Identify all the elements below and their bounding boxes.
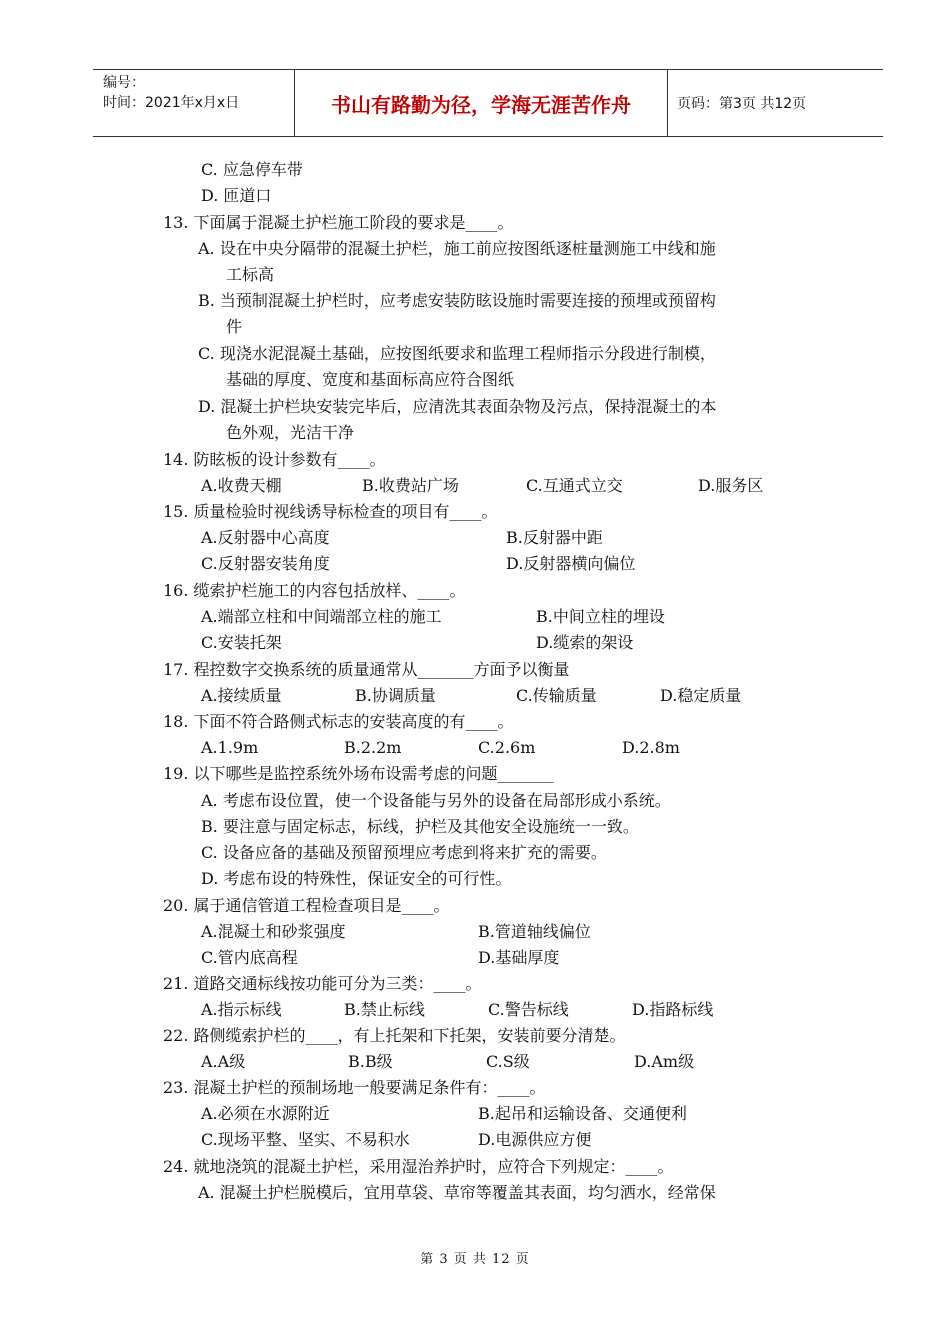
option-line: C. 现浇水泥混凝土基础，应按图纸要求和监理工程师指示分段进行制模，	[198, 344, 716, 363]
question-19: 19. 以下哪些是监控系统外场布设需考虑的问题_______	[163, 764, 554, 783]
question-23: 23. 混凝土护栏的预制场地一般要满足条件有：____。	[163, 1078, 546, 1097]
question-16: 16. 缆索护栏施工的内容包括放样、____。	[163, 581, 466, 600]
option: A.A级	[201, 1052, 246, 1071]
option: A.1.9m	[201, 738, 259, 757]
option: A.反射器中心高度	[201, 528, 330, 547]
option: D.基础厚度	[478, 948, 560, 967]
option: A.端部立柱和中间端部立柱的施工	[201, 607, 442, 626]
option: C.传输质量	[516, 686, 597, 705]
options-row	[0, 606, 950, 628]
time-label: 时间：2021年x月x日	[103, 95, 240, 111]
header-divider	[667, 70, 668, 136]
option-line: D. 匝道口	[201, 186, 272, 205]
option: B.起吊和运输设备、交通便利	[478, 1104, 687, 1123]
option: C.S级	[486, 1052, 530, 1071]
option: B.协调质量	[355, 686, 436, 705]
options-row	[0, 632, 950, 654]
options-row	[0, 475, 950, 497]
header-page-number: 页码：第3页 共12页	[677, 96, 807, 112]
option: A.收费天棚	[201, 476, 282, 495]
header-motto: 书山有路勤为径，学海无涯苦作舟	[331, 92, 631, 117]
option: C.现场平整、坚实、不易积水	[201, 1130, 410, 1149]
options-row	[0, 921, 950, 943]
option: D.指路标线	[632, 1000, 714, 1019]
option-line: B. 要注意与固定标志，标线，护栏及其他安全设施统一一致。	[201, 817, 639, 836]
option-line: A. 混凝土护栏脱模后，宜用草袋、草帘等覆盖其表面，均匀洒水，经常保	[198, 1183, 716, 1202]
option: C.警告标线	[488, 1000, 569, 1019]
options-row	[0, 1051, 950, 1073]
option-continuation: 件	[226, 317, 243, 336]
options-row	[0, 1129, 950, 1151]
question-13: 13. 下面属于混凝土护栏施工阶段的要求是____。	[163, 213, 514, 232]
option: D.缆索的架设	[536, 633, 634, 652]
option-line: C. 设备应备的基础及预留预埋应考虑到将来扩充的需要。	[201, 843, 607, 862]
question-20: 20. 属于通信管道工程检查项目是____。	[163, 896, 450, 915]
option: C.反射器安装角度	[201, 554, 330, 573]
option: B.B级	[348, 1052, 393, 1071]
question-21: 21. 道路交通标线按功能可分为三类：____。	[163, 974, 482, 993]
question-14: 14. 防眩板的设计参数有____。	[163, 450, 386, 469]
option: C.安装托架	[201, 633, 282, 652]
option: D.电源供应方便	[478, 1130, 592, 1149]
option-continuation: 基础的厚度、宽度和基面标高应符合图纸	[226, 370, 515, 389]
option-line: B. 当预制混凝土护栏时，应考虑安装防眩设施时需要连接的预埋或预留构	[198, 291, 716, 310]
option: B.收费站广场	[362, 476, 459, 495]
option-line: D. 混凝土护栏块安装完毕后，应清洗其表面杂物及污点，保持混凝土的本	[198, 397, 717, 416]
options-row	[0, 737, 950, 759]
question-15: 15. 质量检验时视线诱导标检查的项目有____。	[163, 502, 498, 521]
options-row	[0, 553, 950, 575]
page-header	[93, 69, 883, 137]
option: A.混凝土和砂浆强度	[201, 922, 346, 941]
option-line: A. 设在中央分隔带的混凝土护栏，施工前应按图纸逐桩量测施工中线和施	[198, 239, 716, 258]
serial-label: 编号：	[103, 75, 145, 91]
option: B.管道轴线偏位	[478, 922, 591, 941]
question-22: 22. 路侧缆索护栏的____，有上托架和下托架，安装前要分清楚。	[163, 1026, 626, 1045]
option-continuation: 色外观，光洁干净	[226, 423, 355, 442]
option-line: C. 应急停车带	[201, 160, 303, 179]
question-17: 17. 程控数字交换系统的质量通常从_______方面予以衡量	[163, 660, 570, 679]
option: D.服务区	[698, 476, 764, 495]
option-line: A. 考虑布设位置，使一个设备能与另外的设备在局部形成小系统。	[201, 791, 671, 810]
option: A.接续质量	[201, 686, 282, 705]
option: C.管内底高程	[201, 948, 298, 967]
options-row	[0, 685, 950, 707]
option: A.指示标线	[201, 1000, 282, 1019]
option: B.2.2m	[344, 738, 402, 757]
option: C.2.6m	[478, 738, 536, 757]
options-row	[0, 527, 950, 549]
question-24: 24. 就地浇筑的混凝土护栏，采用湿治养护时，应符合下列规定：____。	[163, 1157, 674, 1176]
option-continuation: 工标高	[226, 265, 275, 284]
options-row	[0, 1103, 950, 1125]
option-line: D. 考虑布设的特殊性，保证安全的可行性。	[201, 869, 512, 888]
question-18: 18. 下面不符合路侧式标志的安装高度的有____。	[163, 712, 514, 731]
option: C.互通式立交	[526, 476, 623, 495]
option: D.稳定质量	[660, 686, 742, 705]
option: B.中间立柱的埋设	[536, 607, 665, 626]
page-footer: 第 3 页 共 12 页	[420, 1252, 530, 1267]
option: B.反射器中距	[506, 528, 603, 547]
option: D.2.8m	[622, 738, 680, 757]
options-row	[0, 947, 950, 969]
option: D.反射器横向偏位	[506, 554, 636, 573]
option: A.必须在水源附近	[201, 1104, 330, 1123]
option: D.Am级	[634, 1052, 695, 1071]
option: B.禁止标线	[344, 1000, 425, 1019]
options-row	[0, 999, 950, 1021]
header-meta	[103, 73, 293, 113]
